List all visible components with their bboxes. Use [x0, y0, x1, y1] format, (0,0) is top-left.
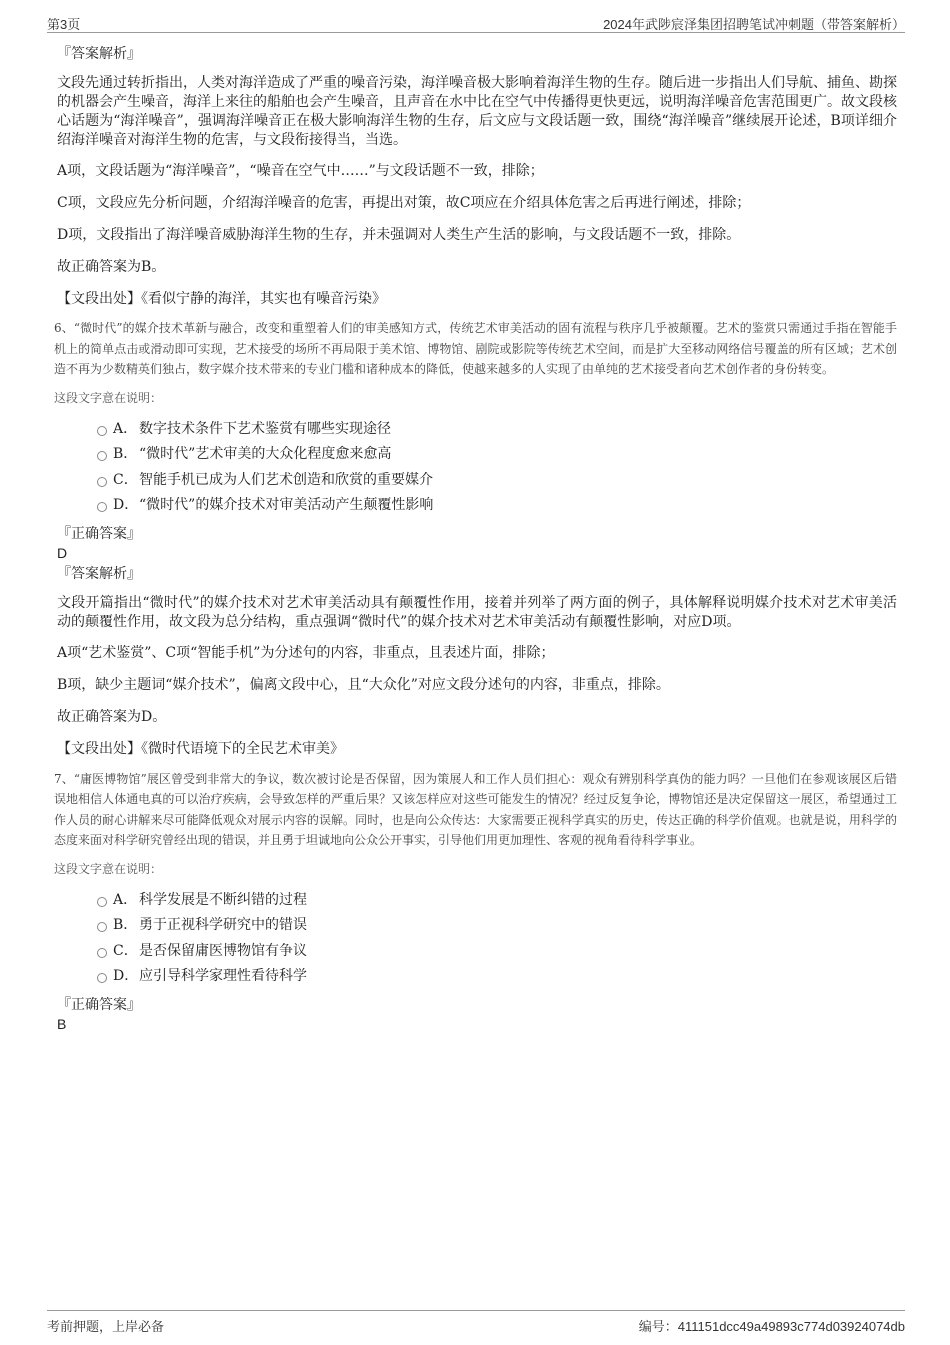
q6-analysis-para: 故正确答案为D。	[57, 708, 167, 725]
q6-analysis-para: A项“艺术鉴赏”、C项“智能手机”为分述句的内容，非重点，且表述片面，排除；	[57, 644, 555, 661]
q7-prompt: 这段文字意在说明：	[54, 861, 163, 876]
q6-option-b[interactable]: B． “微时代”艺术审美的大众化程度愈来愈高	[57, 442, 897, 468]
q7-answer: B	[57, 1015, 67, 1032]
page-number: 第3页	[47, 17, 81, 32]
radio-button[interactable]	[97, 477, 107, 487]
page-header	[47, 12, 905, 33]
radio-button[interactable]	[97, 502, 107, 512]
page-footer	[47, 1310, 905, 1335]
q5-analysis-label: 『答案解析』	[57, 46, 141, 62]
radio-button[interactable]	[97, 973, 107, 983]
q7-option-a[interactable]: A． 科学发展是不断纠错的过程	[57, 888, 897, 914]
q7-option-d[interactable]: D．应引导科学家理性看待科学	[57, 964, 897, 990]
q6-stem: 6、“微时代”的媒介技术革新与融合，改变和重塑着人们的审美感知方式，传统艺术审美活动的固有流程与秩序几乎被颠覆。艺术的鉴赏只需通过手指在智能手机上的简单点击或滑动即可实现，艺术接受的场所不再局限于美术馆、博物馆、剧院或影院等传统艺术空间，而是扩大至移动网络信号覆盖的所有区域；艺术创造不再为少数精英们独占，数字媒介技术带来的专业门槛和诸种成本的降低，使越来越多的人实现了由单纯的艺术接受者向艺术创作者的身份转变。	[54, 321, 897, 376]
page-content	[54, 44, 897, 1033]
document-id: 编号：411151dcc49a49893c774d03924074db	[638, 1319, 905, 1334]
q6-analysis-label: 『答案解析』	[57, 565, 141, 582]
q5-analysis-para: C项，文段应先分析问题，介绍海洋噪音的危害，再提出对策，故C项应在介绍具体危害之后再进行阐述，排除；	[57, 195, 751, 211]
q5-analysis-para: D项，文段指出了海洋噪音威胁海洋生物的生存，并未强调对人类生产生活的影响，与文段话题不一致，排除。	[57, 227, 741, 243]
radio-button[interactable]	[97, 948, 107, 958]
q6-option-d[interactable]: D．“微时代”的媒介技术对审美活动产生颠覆性影响	[57, 493, 897, 519]
q5-source: 【文段出处】《看似宁静的海洋，其实也有噪音污染》	[57, 291, 386, 307]
q5-analysis-para: A项，文段话题为“海洋噪音”，“噪音在空气中……”与文段话题不一致，排除；	[57, 163, 544, 179]
q6-option-c[interactable]: C．智能手机已成为人们艺术创造和欣赏的重要媒介	[57, 468, 897, 494]
q7-option-b[interactable]: B． 勇于正视科学研究中的错误	[57, 913, 897, 939]
q6-options	[57, 417, 897, 519]
q5-analysis-para: 故正确答案为B。	[57, 259, 166, 275]
radio-button[interactable]	[97, 451, 107, 461]
radio-button[interactable]	[97, 897, 107, 907]
q7-answer-label: 『正确答案』	[57, 996, 141, 1013]
q6-answer-label: 『正确答案』	[57, 525, 141, 542]
q6-prompt: 这段文字意在说明：	[54, 390, 163, 405]
q6-analysis-para: B项，缺少主题词“媒介技术”，偏离文段中心，且“大众化”对应文段分述句的内容，非重点，排除。	[57, 676, 670, 693]
q5-analysis-para: 文段先通过转折指出，人类对海洋造成了严重的噪音污染，海洋噪音极大影响着海洋生物的生存。随后进一步指出人们导航、捕鱼、勘探的机器会产生噪音，海洋上来往的船舶也会产生噪音，且声音在水中比在空气中传播得更快更远，说明海洋噪音危害范围更广。故文段核心话题为“海洋噪音”，强调海洋噪音正在极大影响海洋生物的生存，后文应与文段话题一致，围绕“海洋噪音”继续展开论述，B项详细介绍海洋噪音对海洋生物的危害，与文段衔接得当，当选。	[57, 75, 897, 148]
document-title: 2024年武陟宸泽集团招聘笔试冲刺题（带答案解析）	[603, 17, 905, 32]
q6-option-a[interactable]: A． 数字技术条件下艺术鉴赏有哪些实现途径	[57, 417, 897, 443]
q7-options	[57, 888, 897, 990]
q6-source: 【文段出处】《微时代语境下的全民艺术审美》	[57, 740, 344, 757]
footer-slogan: 考前押题，上岸必备	[47, 1319, 165, 1334]
q6-analysis-para: 文段开篇指出“微时代”的媒介技术对艺术审美活动具有颠覆性作用，接着并列举了两方面的例子，具体解释说明媒介技术对艺术审美活动的颠覆性作用，故文段为总分结构，重点强调“微时代”的媒介技术对艺术审美活动有颠覆性影响，对应D项。	[57, 594, 897, 630]
q7-stem: 7、“庸医博物馆”展区曾受到非常大的争议，数次被讨论是否保留，因为策展人和工作人员们担心：观众有辨别科学真伪的能力吗？一旦他们在参观该展区后错误地相信人体通电真的可以治疗疾病，会导致怎样的严重后果？又该怎样应对这些可能发生的情况？经过反复争论，博物馆还是决定保留这一展区，希望通过工作人员的耐心讲解来尽可能降低观众对展示内容的误解。同时，也是向公众传达：大家需要正视科学真实的历史，传达正确的科学价值观。也就是说，用科学的态度来面对科学研究曾经出现的错误，并且勇于坦诚地向公众公开事实，引导他们用更加理性、客观的视角看待科学事业。	[54, 771, 897, 847]
radio-button[interactable]	[97, 922, 107, 932]
radio-button[interactable]	[97, 426, 107, 436]
q7-option-c[interactable]: C．是否保留庸医博物馆有争议	[57, 939, 897, 965]
q6-answer: D	[57, 544, 68, 561]
